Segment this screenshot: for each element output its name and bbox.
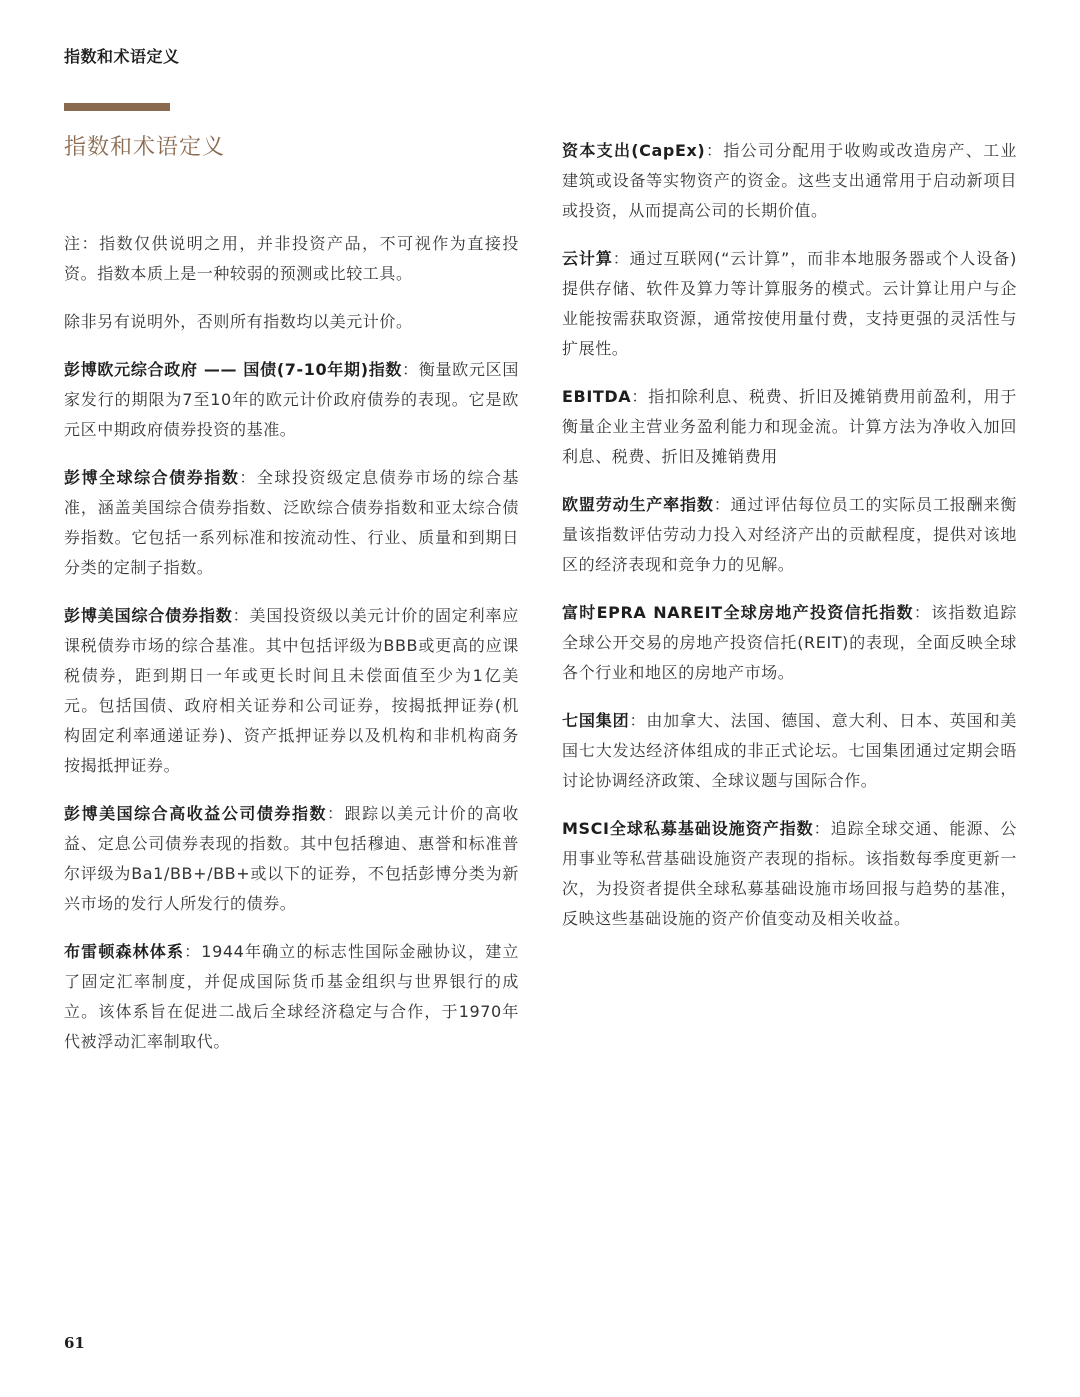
definition-body: ：衡量欧元区国家发行的期限为7至10年的欧元计价政府债券的表现。它是欧元区中期政府债券投资的基准。 <box>64 360 519 439</box>
note-paragraph <box>64 229 519 289</box>
definition-term: MSCI全球私募基础设施资产指数 <box>562 819 814 838</box>
definition-item <box>64 355 519 445</box>
definition-item <box>562 136 1017 226</box>
definition-body: ：跟踪以美元计价的高收益、定息公司债券表现的指数。其中包括穆迪、惠誉和标准普尔评级为Ba1/BB+/BB+或以下的证券，不包括彭博分类为新兴市场的发行人所发行的债券。 <box>64 804 519 913</box>
definition-item <box>64 799 519 919</box>
definition-term: 彭博美国综合债券指数 <box>64 606 233 625</box>
definition-item <box>562 598 1017 688</box>
definition-body: ：通过互联网(“云计算”，而非本地服务器或个人设备)提供存储、软件及算力等计算服务的模式。云计算让用户与企业能按需获取资源，通常按使用量付费，支持更强的灵活性与扩展性。 <box>562 249 1017 358</box>
definition-body: ：通过评估每位员工的实际员工报酬来衡量该指数评估劳动力投入对经济产出的贡献程度，提供对该地区的经济表现和竞争力的见解。 <box>562 495 1017 574</box>
definition-item <box>64 601 519 781</box>
definition-item <box>562 490 1017 580</box>
definition-item <box>562 706 1017 796</box>
definition-term: 彭博欧元综合政府 —— 国债(7-10年期)指数 <box>64 360 403 379</box>
definition-body: ：全球投资级定息债券市场的综合基准，涵盖美国综合债券指数、泛欧综合债券指数和亚太综合债券指数。它包括一系列标准和按流动性、行业、质量和到期日分类的定制子指数。 <box>64 468 519 577</box>
definition-item <box>64 937 519 1057</box>
accent-bar <box>64 103 170 111</box>
definition-item <box>562 814 1017 934</box>
currency-note-paragraph <box>64 307 519 337</box>
definition-term: 欧盟劳动生产率指数 <box>562 495 714 514</box>
definition-term: 彭博全球综合债券指数 <box>64 468 240 487</box>
definition-body: ：由加拿大、法国、德国、意大利、日本、英国和美国七大发达经济体组成的非正式论坛。七国集团通过定期会晤讨论协调经济政策、全球议题与国际合作。 <box>562 711 1017 790</box>
definition-item <box>562 244 1017 364</box>
definition-body: ：1944年确立的标志性国际金融协议，建立了固定汇率制度，并促成国际货币基金组织与世界银行的成立。该体系旨在促进二战后全球经济稳定与合作，于1970年代被浮动汇率制取代。 <box>64 942 520 1051</box>
right-column <box>562 136 1017 952</box>
section-title: 指数和术语定义 <box>64 135 226 160</box>
definition-item <box>64 463 519 583</box>
definition-body: ：追踪全球交通、能源、公用事业等私营基础设施资产表现的指标。该指数每季度更新一次，为投资者提供全球私募基础设施市场回报与趋势的基准，反映这些基础设施的资产价值变动及相关收益。 <box>562 819 1018 928</box>
definition-term: 富时EPRA NAREIT全球房地产投资信托指数 <box>562 603 914 622</box>
definition-body: 注：指数仅供说明之用，并非投资产品，不可视作为直接投资。指数本质上是一种较弱的预测或比较工具。 <box>64 234 519 283</box>
definition-term: 云计算 <box>562 249 613 268</box>
running-header: 指数和术语定义 <box>64 47 180 66</box>
definition-body: ：指扣除利息、税费、折旧及摊销费用前盈利，用于衡量企业主营业务盈利能力和现金流。计算方法为净收入加回利息、税费、折旧及摊销费用 <box>562 387 1017 466</box>
definition-term: EBITDA <box>562 387 632 406</box>
page-number: 61 <box>64 1334 85 1352</box>
definition-body: 除非另有说明外，否则所有指数均以美元计价。 <box>64 312 413 331</box>
left-column <box>64 229 519 1075</box>
definition-item <box>562 382 1017 472</box>
definition-body: ：该指数追踪全球公开交易的房地产投资信托(REIT)的表现，全面反映全球各个行业和地区的房地产市场。 <box>562 603 1017 682</box>
definition-body: ：美国投资级以美元计价的固定利率应课税债券市场的综合基准。其中包括评级为BBB或更高的应课税债券，距到期日一年或更长时间且未偿面值至少为1亿美元。包括国债、政府相关证券和公司证券，按揭抵押证券(机构固定利率通递证券)、资产抵押证券以及机构和非机构商务按揭抵押证券。 <box>64 606 519 775</box>
definition-term: 布雷顿森林体系 <box>64 942 185 961</box>
definition-body: ：指公司分配用于收购或改造房产、工业建筑或设备等实物资产的资金。这些支出通常用于启动新项目或投资，从而提高公司的长期价值。 <box>562 141 1017 220</box>
definition-term: 七国集团 <box>562 711 630 730</box>
definition-term: 彭博美国综合高收益公司债券指数 <box>64 804 328 823</box>
definition-term: 资本支出(CapEx) <box>562 141 706 160</box>
